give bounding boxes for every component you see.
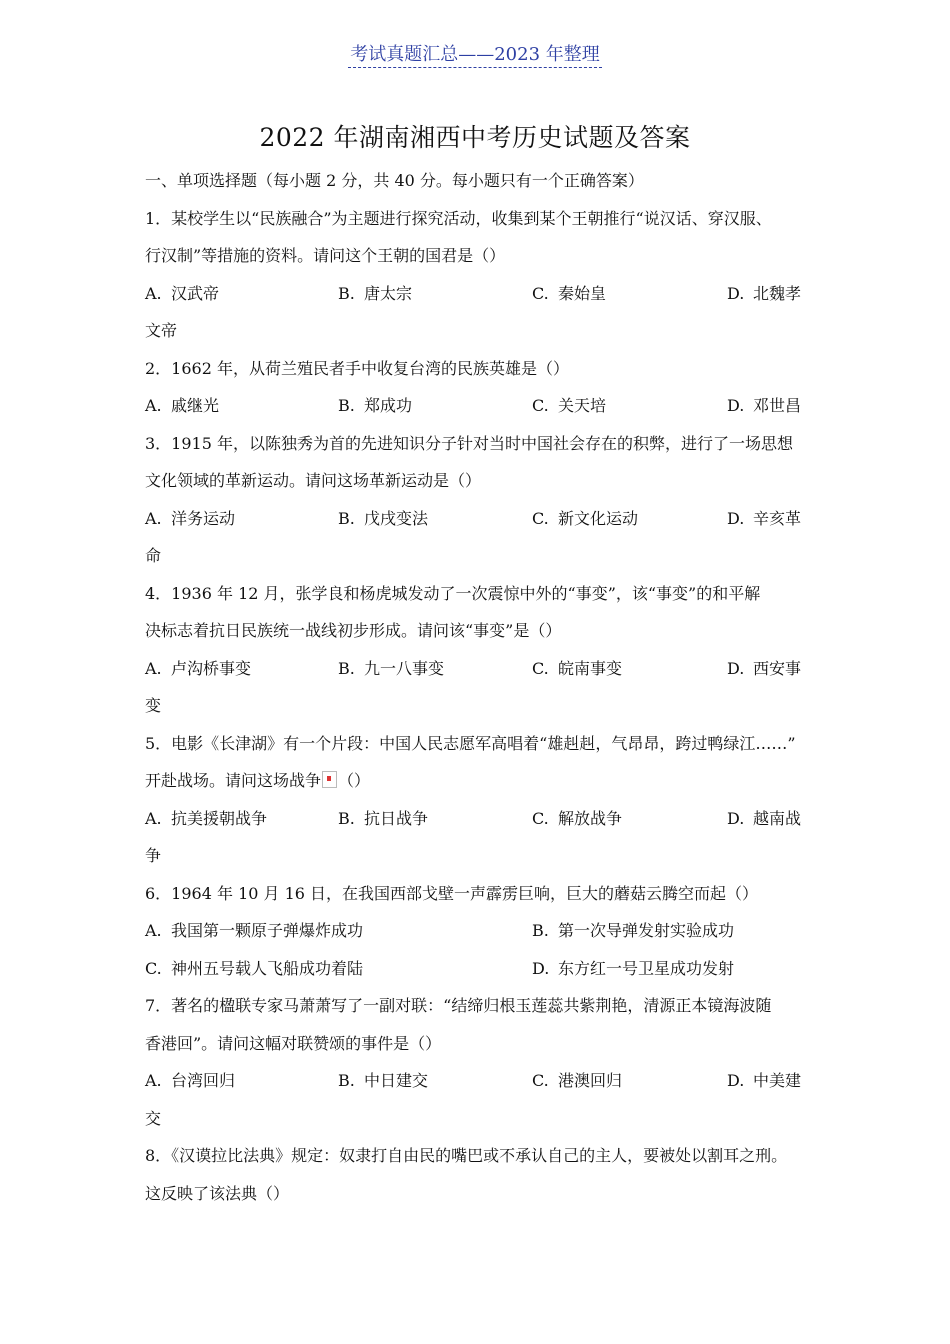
option-letter: A. <box>145 921 162 940</box>
option-c <box>532 806 622 832</box>
option-text: 抗美援朝战争 <box>171 808 268 828</box>
option-letter: B. <box>338 283 355 303</box>
option-letter: B. <box>338 508 355 528</box>
option-d <box>727 656 801 682</box>
question-3-options <box>145 506 815 544</box>
option-b <box>338 1068 428 1094</box>
question-2-options <box>145 393 815 431</box>
option-text: 西安事 <box>753 658 802 678</box>
option-letter: A. <box>145 658 162 678</box>
option-b <box>338 506 428 532</box>
option-c <box>145 956 363 982</box>
option-d-continuation: 命 <box>145 546 162 565</box>
question-6-line-1: 6．1964 年 10 月 16 日，在我国西部戈壁一声霹雳巨响，巨大的蘑菇云腾空而起（） <box>145 883 759 903</box>
question-5-text: 开赴战场。请问这场战争 <box>145 771 322 790</box>
option-d-continuation: 交 <box>145 1108 162 1128</box>
option-letter: B. <box>338 658 355 678</box>
header-link-text[interactable]: 考试真题汇总——2023 年整理 <box>348 44 602 68</box>
question-4-options <box>145 656 815 694</box>
option-letter: A. <box>145 808 162 828</box>
option-d <box>727 1068 801 1094</box>
question-5-line-2 <box>145 768 815 806</box>
question-5-options <box>145 806 815 844</box>
option-letter: C. <box>532 396 549 415</box>
option-letter: D. <box>727 283 745 303</box>
option-letter: D. <box>727 1071 745 1090</box>
section-heading: 一、单项选择题（每小题 2 分，共 40 分。每小题只有一个正确答案） <box>145 171 644 190</box>
option-a <box>145 918 363 944</box>
option-text: 中日建交 <box>364 1071 429 1090</box>
option-d <box>727 281 801 307</box>
question-1-line-2: 行汉制”等措施的资料。请问这个王朝的国君是（） <box>145 246 506 265</box>
option-text: 邓世昌 <box>753 396 802 415</box>
option-c <box>532 393 606 419</box>
option-b <box>338 281 412 307</box>
option-c <box>532 281 606 307</box>
option-letter: D. <box>727 396 745 415</box>
option-text: 神州五号载人飞船成功着陆 <box>171 958 364 978</box>
option-letter: D. <box>727 508 745 528</box>
option-letter: C. <box>532 1071 549 1090</box>
option-text: 洋务运动 <box>171 508 236 528</box>
broken-image-icon <box>322 771 337 788</box>
option-text: 戚继光 <box>171 396 220 415</box>
option-letter: C. <box>145 958 162 978</box>
option-letter: C. <box>532 658 549 678</box>
question-6-options-row-2 <box>145 956 815 994</box>
option-d-continuation: 争 <box>145 846 162 865</box>
option-a <box>145 806 267 832</box>
option-b <box>532 918 734 944</box>
option-a <box>145 393 219 419</box>
option-text: 郑成功 <box>364 396 413 415</box>
option-text: 中美建 <box>753 1071 802 1090</box>
question-7-options <box>145 1068 815 1106</box>
question-4-line-1: 4．1936 年 12 月，张学良和杨虎城发动了一次震惊中外的“事变”，该“事变”的和平解 <box>145 583 761 603</box>
option-d <box>532 956 734 982</box>
option-text: 北魏孝 <box>753 283 802 303</box>
option-a <box>145 1068 235 1094</box>
option-text: 第一次导弹发射实验成功 <box>558 921 735 940</box>
question-1-options <box>145 281 815 319</box>
option-text: 越南战 <box>753 808 802 828</box>
option-text: 新文化运动 <box>558 508 639 528</box>
option-text: 东方红一号卫星成功发射 <box>558 958 735 978</box>
option-letter: B. <box>338 808 355 828</box>
option-text: 卢沟桥事变 <box>171 658 252 678</box>
question-3-line-2: 文化领域的革新运动。请问这场革新运动是（） <box>145 471 482 490</box>
option-text: 辛亥革 <box>753 508 802 528</box>
question-list <box>145 168 815 1218</box>
option-a <box>145 656 251 682</box>
option-d <box>727 506 801 532</box>
option-b <box>338 806 428 832</box>
option-letter: D. <box>727 658 745 678</box>
option-d-continuation: 文帝 <box>145 321 178 340</box>
option-text: 戊戌变法 <box>364 508 429 528</box>
option-d <box>727 393 801 419</box>
option-letter: C. <box>532 508 549 528</box>
option-text: 汉武帝 <box>171 283 220 303</box>
option-d-continuation: 变 <box>145 696 162 715</box>
option-text: 港澳回归 <box>558 1071 623 1090</box>
option-letter: A. <box>145 283 162 303</box>
option-text: 皖南事变 <box>558 658 623 678</box>
option-letter: D. <box>532 958 550 978</box>
option-c <box>532 656 622 682</box>
option-c <box>532 506 638 532</box>
question-3-line-1: 3．1915 年，以陈独秀为首的先进知识分子针对当时中国社会存在的积弊，进行了一场思想 <box>145 433 793 453</box>
option-letter: D. <box>727 808 745 828</box>
option-text: 九一八事变 <box>364 658 445 678</box>
question-5-paren: （） <box>338 771 371 790</box>
option-letter: C. <box>532 283 549 303</box>
option-letter: A. <box>145 1071 162 1090</box>
question-4-line-2: 决标志着抗日民族统一战线初步形成。请问该“事变”是（） <box>145 621 562 640</box>
question-2-line-1: 2．1662 年，从荷兰殖民者手中收复台湾的民族英雄是（） <box>145 358 569 378</box>
option-text: 台湾回归 <box>171 1071 236 1090</box>
option-letter: C. <box>532 808 549 828</box>
question-8-line-2: 这反映了该法典（） <box>145 1183 290 1203</box>
option-c <box>532 1068 622 1094</box>
question-7-line-2: 香港回”。请问这幅对联赞颂的事件是（） <box>145 1033 442 1053</box>
question-6-options-row-1 <box>145 918 815 956</box>
question-8-line-1: 8．《汉谟拉比法典》规定：奴隶打自由民的嘴巴或不承认自己的主人，要被处以割耳之刑。 <box>145 1146 788 1165</box>
option-a <box>145 281 219 307</box>
option-letter: A. <box>145 396 162 415</box>
option-text: 唐太宗 <box>364 283 413 303</box>
option-letter: A. <box>145 508 162 528</box>
option-text: 关天培 <box>558 396 607 415</box>
option-text: 秦始皇 <box>558 283 607 303</box>
option-b <box>338 393 412 419</box>
header-link[interactable] <box>0 40 950 66</box>
option-text: 我国第一颗原子弹爆炸成功 <box>171 921 364 940</box>
option-letter: B. <box>338 396 355 415</box>
option-a <box>145 506 235 532</box>
page-title: 2022 年湖南湘西中考历史试题及答案 <box>259 123 691 152</box>
question-5-line-1: 5．电影《长津湖》有一个片段：中国人民志愿军高唱着“雄赳赳，气昂昂，跨过鸭绿江……” <box>145 733 796 753</box>
option-text: 抗日战争 <box>364 808 429 828</box>
option-letter: B. <box>532 921 549 940</box>
option-b <box>338 656 444 682</box>
question-7-line-1: 7．著名的楹联专家马萧萧写了一副对联：“结缔归根玉莲蕊共紫荆艳，清源正本镜海波随 <box>145 996 772 1015</box>
option-letter: B. <box>338 1071 355 1090</box>
question-1-line-1: 1．某校学生以“民族融合”为主题进行探究活动，收集到某个王朝推行“说汉话、穿汉服、 <box>145 208 772 228</box>
option-d <box>727 806 801 832</box>
option-text: 解放战争 <box>558 808 623 828</box>
